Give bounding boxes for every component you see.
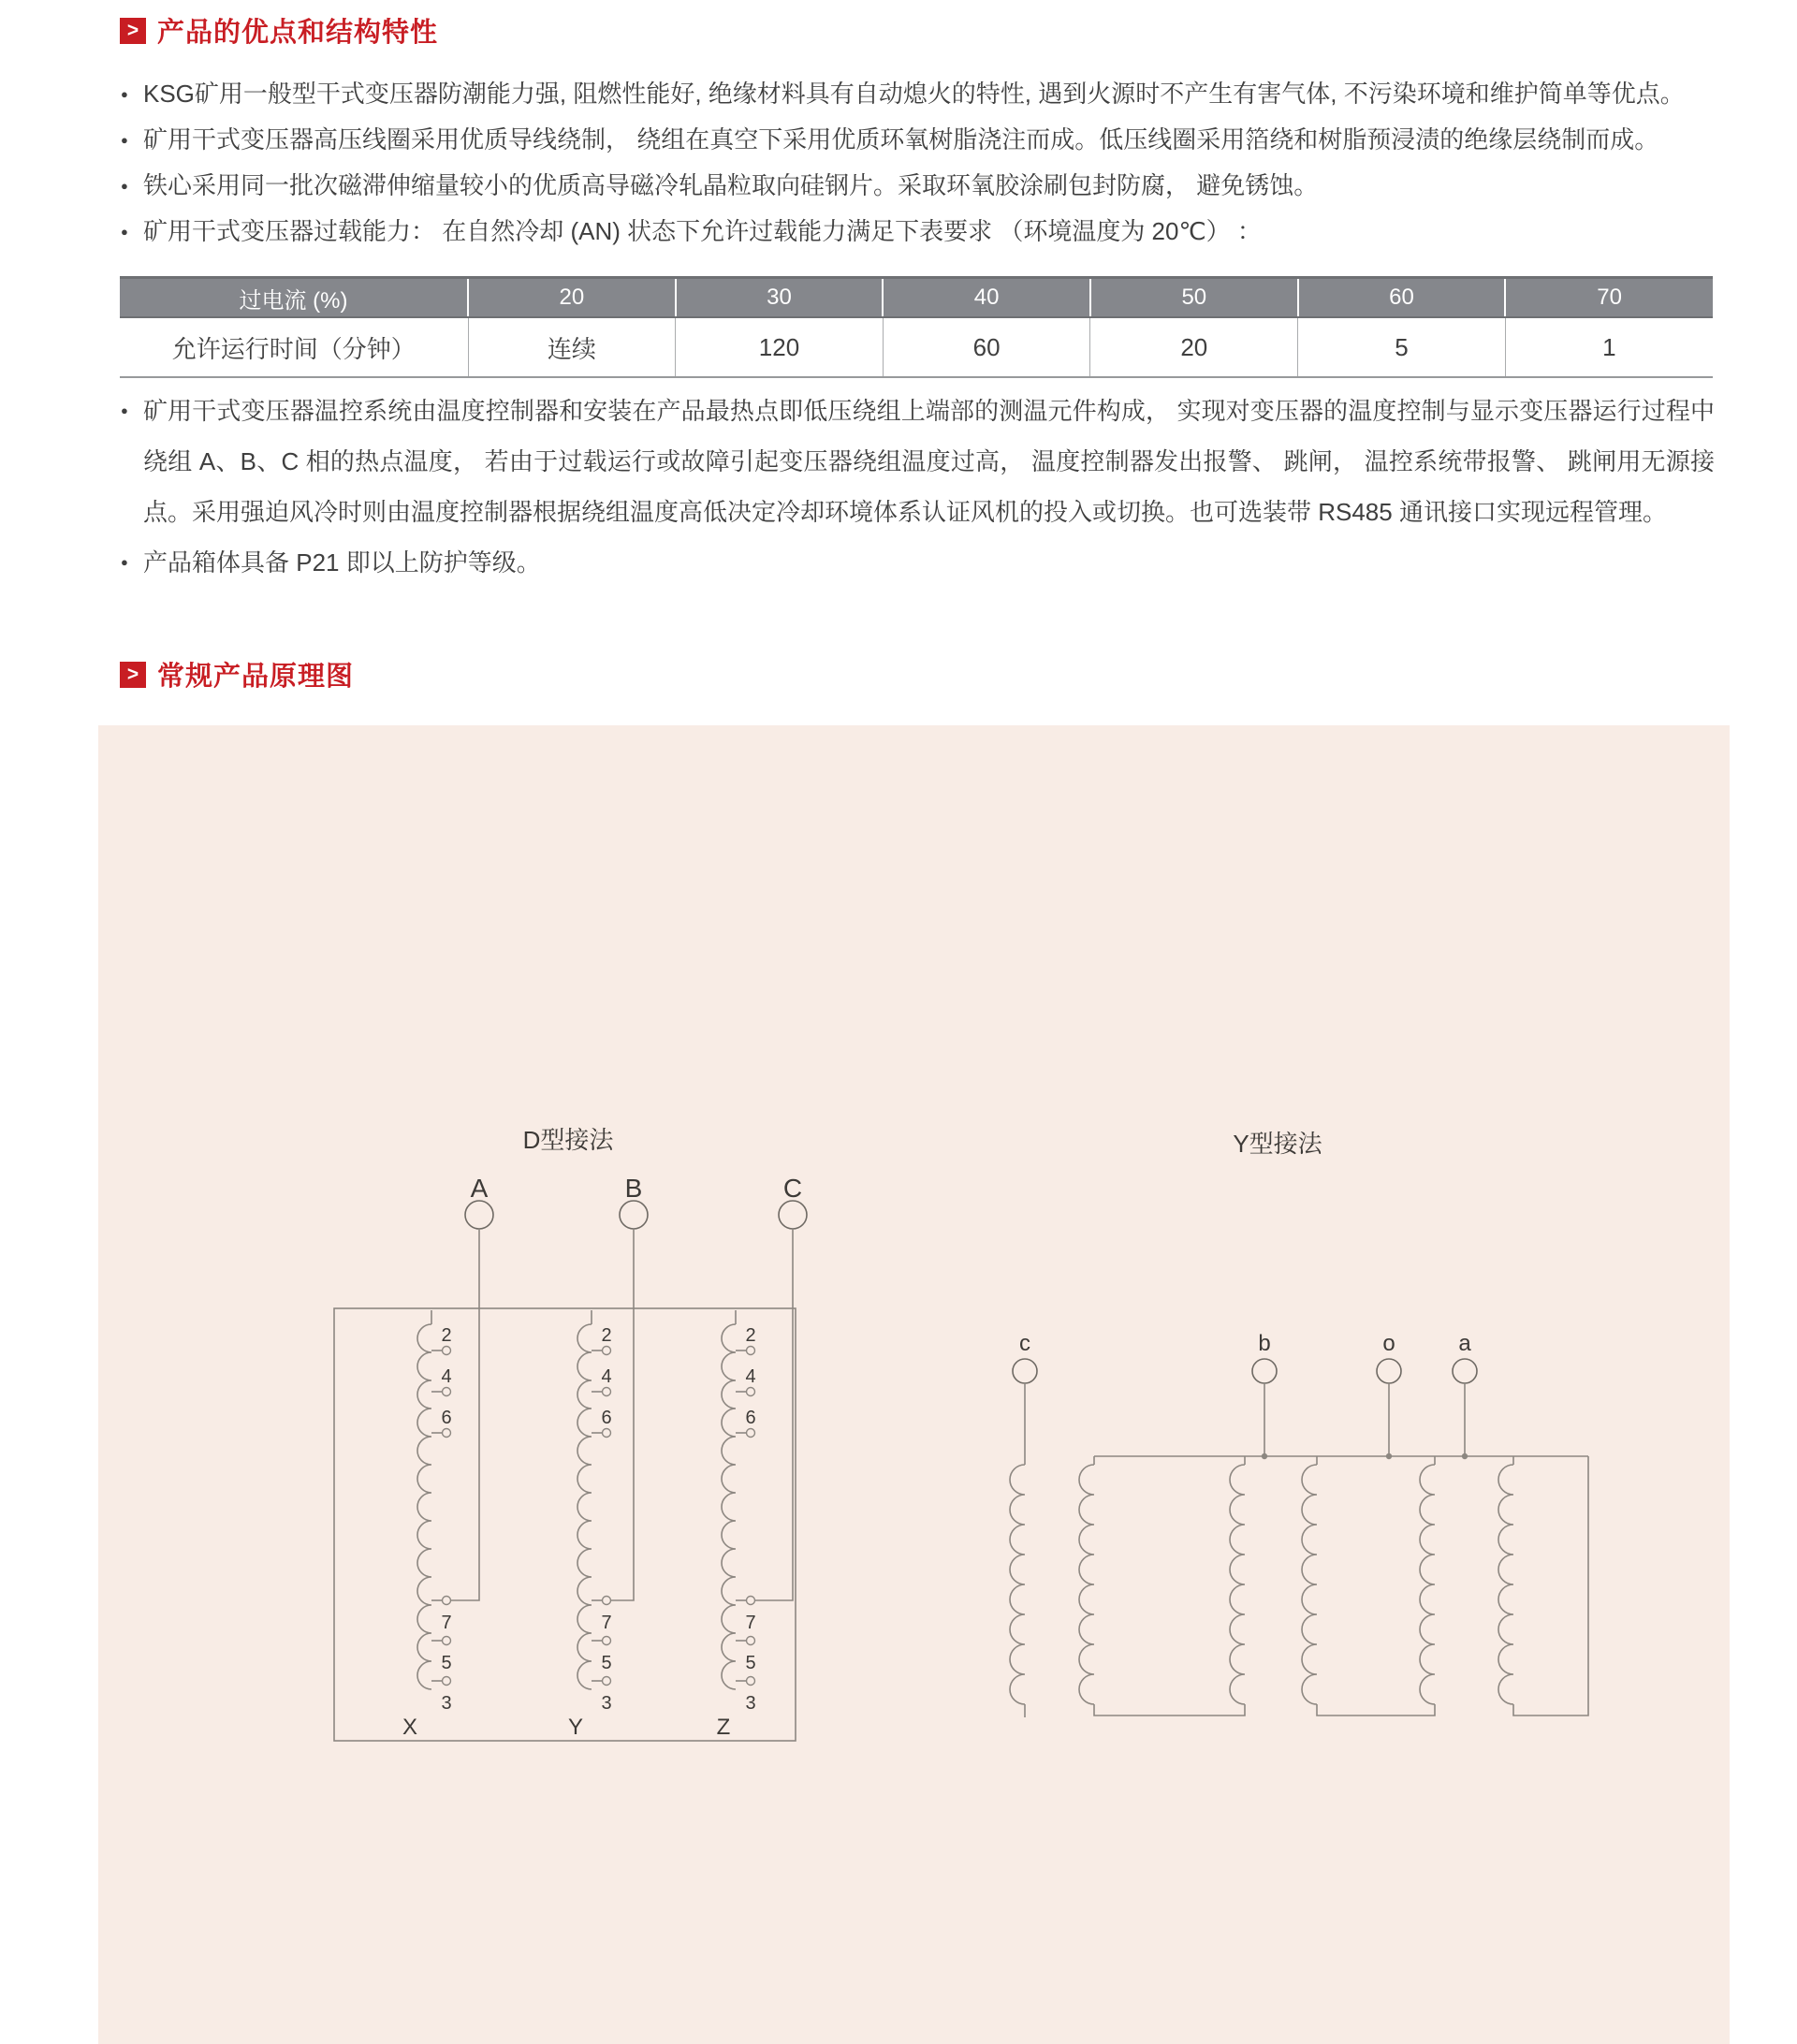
table-row [120, 317, 1713, 377]
winding-end-label-z: Z [716, 1715, 731, 1740]
y-connection-label: Y型接法 [1233, 1130, 1322, 1158]
table-header-cell: 40 [883, 278, 1090, 318]
bullet-item: ● KSG矿用一般型干式变压器防潮能力强, 阻燃性能好, 绝缘材料具有自动熄火的特性, 遇到火源时不产生有害气体, 不污染环境和维护简单等优点。 [120, 71, 1715, 117]
section1-title: 产品的优点和结构特性 [157, 18, 439, 48]
feature-bullet-list [120, 71, 1715, 255]
table-header-row [120, 278, 1713, 318]
overload-capacity-table [120, 276, 1713, 378]
table-cell: 允许运行时间（分钟） [120, 317, 468, 377]
tap-label: 2 [745, 1325, 756, 1346]
table-cell: 连续 [468, 317, 676, 377]
bullet-item: ● 矿用干式变压器高压线圈采用优质导线绕制， 绕组在真空下采用优质环氧树脂浇注而成。低压线圈采用箔绕和树脂预浸渍的绝缘层绕制而成。 [120, 117, 1715, 163]
terminal-circle-a [465, 1201, 493, 1229]
d-connection-diagram [334, 1126, 807, 1741]
table-cell: 120 [676, 317, 884, 377]
y-coil [1420, 1465, 1435, 1704]
table-cell: 60 [883, 317, 1090, 377]
d-connection-label: D型接法 [522, 1126, 614, 1154]
terminal-label-a: A [470, 1174, 489, 1203]
terminal-label-c: C [782, 1174, 803, 1203]
table-cell: 20 [1090, 317, 1298, 377]
table-header-cell: 20 [468, 278, 676, 318]
schematic-panel [98, 725, 1730, 2044]
y-connection-diagram [1010, 1130, 1588, 1717]
section2-title: 常规产品原理图 [157, 662, 355, 692]
bullet-item: ● 矿用干式变压器过载能力： 在自然冷却 (AN) 状态下允许过载能力满足下表要求 （环境温度为 20℃） ： [120, 209, 1715, 255]
terminal-circle-o-lv [1377, 1359, 1401, 1383]
table-header-cell: 50 [1090, 278, 1298, 318]
y-coil [1498, 1465, 1513, 1704]
terminal-label-b-lv: b [1258, 1331, 1271, 1356]
y-coil [1010, 1465, 1025, 1704]
winding-end-label-y: Y [567, 1715, 584, 1740]
tap-label: 4 [601, 1366, 612, 1387]
table-header-cell: 60 [1298, 278, 1506, 318]
bottom-link-3 [1513, 1456, 1588, 1716]
red-arrow-icon: > [120, 18, 146, 44]
terminal-circle-c-lv [1013, 1359, 1037, 1383]
tap-label: 7 [745, 1613, 756, 1633]
stem-b [611, 1229, 634, 1600]
d-phase-winding-3 [722, 1310, 756, 1714]
tap-label: 4 [441, 1366, 452, 1387]
terminal-label-a-lv: a [1458, 1331, 1471, 1356]
tap-label: 5 [601, 1653, 612, 1673]
tap-label: 4 [745, 1366, 756, 1387]
tap-label: 3 [745, 1693, 756, 1714]
tap-label: 7 [441, 1613, 452, 1633]
section2-header [120, 655, 354, 694]
terminal-circle-a-lv [1453, 1359, 1477, 1383]
red-arrow-icon: > [120, 662, 146, 688]
table-cell: 5 [1298, 317, 1506, 377]
tap-label: 6 [745, 1408, 756, 1428]
tap-label: 3 [441, 1693, 452, 1714]
tap-label: 2 [601, 1325, 612, 1346]
table-header-cell: 30 [676, 278, 884, 318]
terminal-circle-b-lv [1252, 1359, 1277, 1383]
d-phase-winding-2 [577, 1310, 612, 1714]
tap-label: 2 [441, 1325, 452, 1346]
y-coil [1079, 1465, 1094, 1704]
terminal-circle-b [620, 1201, 648, 1229]
bottom-link-2 [1317, 1704, 1435, 1716]
bullet-paragraph: ● 矿用干式变压器温控系统由温度控制器和安装在产品最热点即低压绕组上端部的测温元件构成， 实现对变压器的温度控制与显示变压器运行过程中绕组 A、B、C 相的热点温度， 若由于过载运行或故障引起变压器绕组温度过高， 温度控制器发出报警、 跳闸， 温控系统带报警、 跳闸用无源接点。采用强迫风冷时则由温度控制器根据绕组温度高低决定冷却环境体系认证风机的投入或切换。也可选装带 RS485 通讯接口实现远程管理。 [120, 386, 1715, 537]
section1-header [120, 11, 438, 50]
stem-a [451, 1229, 479, 1600]
bottom-link-1 [1094, 1704, 1245, 1716]
winding-end-label-x: X [402, 1715, 418, 1740]
y-coil [1302, 1465, 1317, 1704]
y-coil [1230, 1465, 1245, 1704]
tap-label: 3 [601, 1693, 612, 1714]
table-header-cell: 70 [1505, 278, 1713, 318]
stem-c [755, 1229, 793, 1600]
tap-label: 6 [601, 1408, 612, 1428]
terminal-label-c-lv: c [1019, 1331, 1030, 1356]
winding-schematic [98, 725, 1730, 2044]
bullet-sublist [120, 537, 1715, 588]
tap-label: 7 [601, 1613, 612, 1633]
tap-label: 5 [441, 1653, 452, 1673]
table-header-cell: 过电流 (%) [120, 278, 468, 318]
bullet-item: ● 产品箱体具备 P21 即以上防护等级。 [120, 537, 1715, 588]
terminal-label-b: B [624, 1174, 643, 1203]
bullet-item: ● 铁心采用同一批次磁滞伸缩量较小的优质高导磁冷轧晶粒取向硅钢片。采取环氧胶涂刷包封防腐， 避免锈蚀。 [120, 163, 1715, 209]
terminal-circle-c [779, 1201, 807, 1229]
feature-bullet-list-2 [120, 386, 1715, 588]
table-cell: 1 [1505, 317, 1713, 377]
terminal-label-o-lv: o [1382, 1331, 1395, 1356]
tap-label: 5 [745, 1653, 756, 1673]
tap-label: 6 [441, 1408, 452, 1428]
d-phase-winding-1 [417, 1310, 452, 1714]
